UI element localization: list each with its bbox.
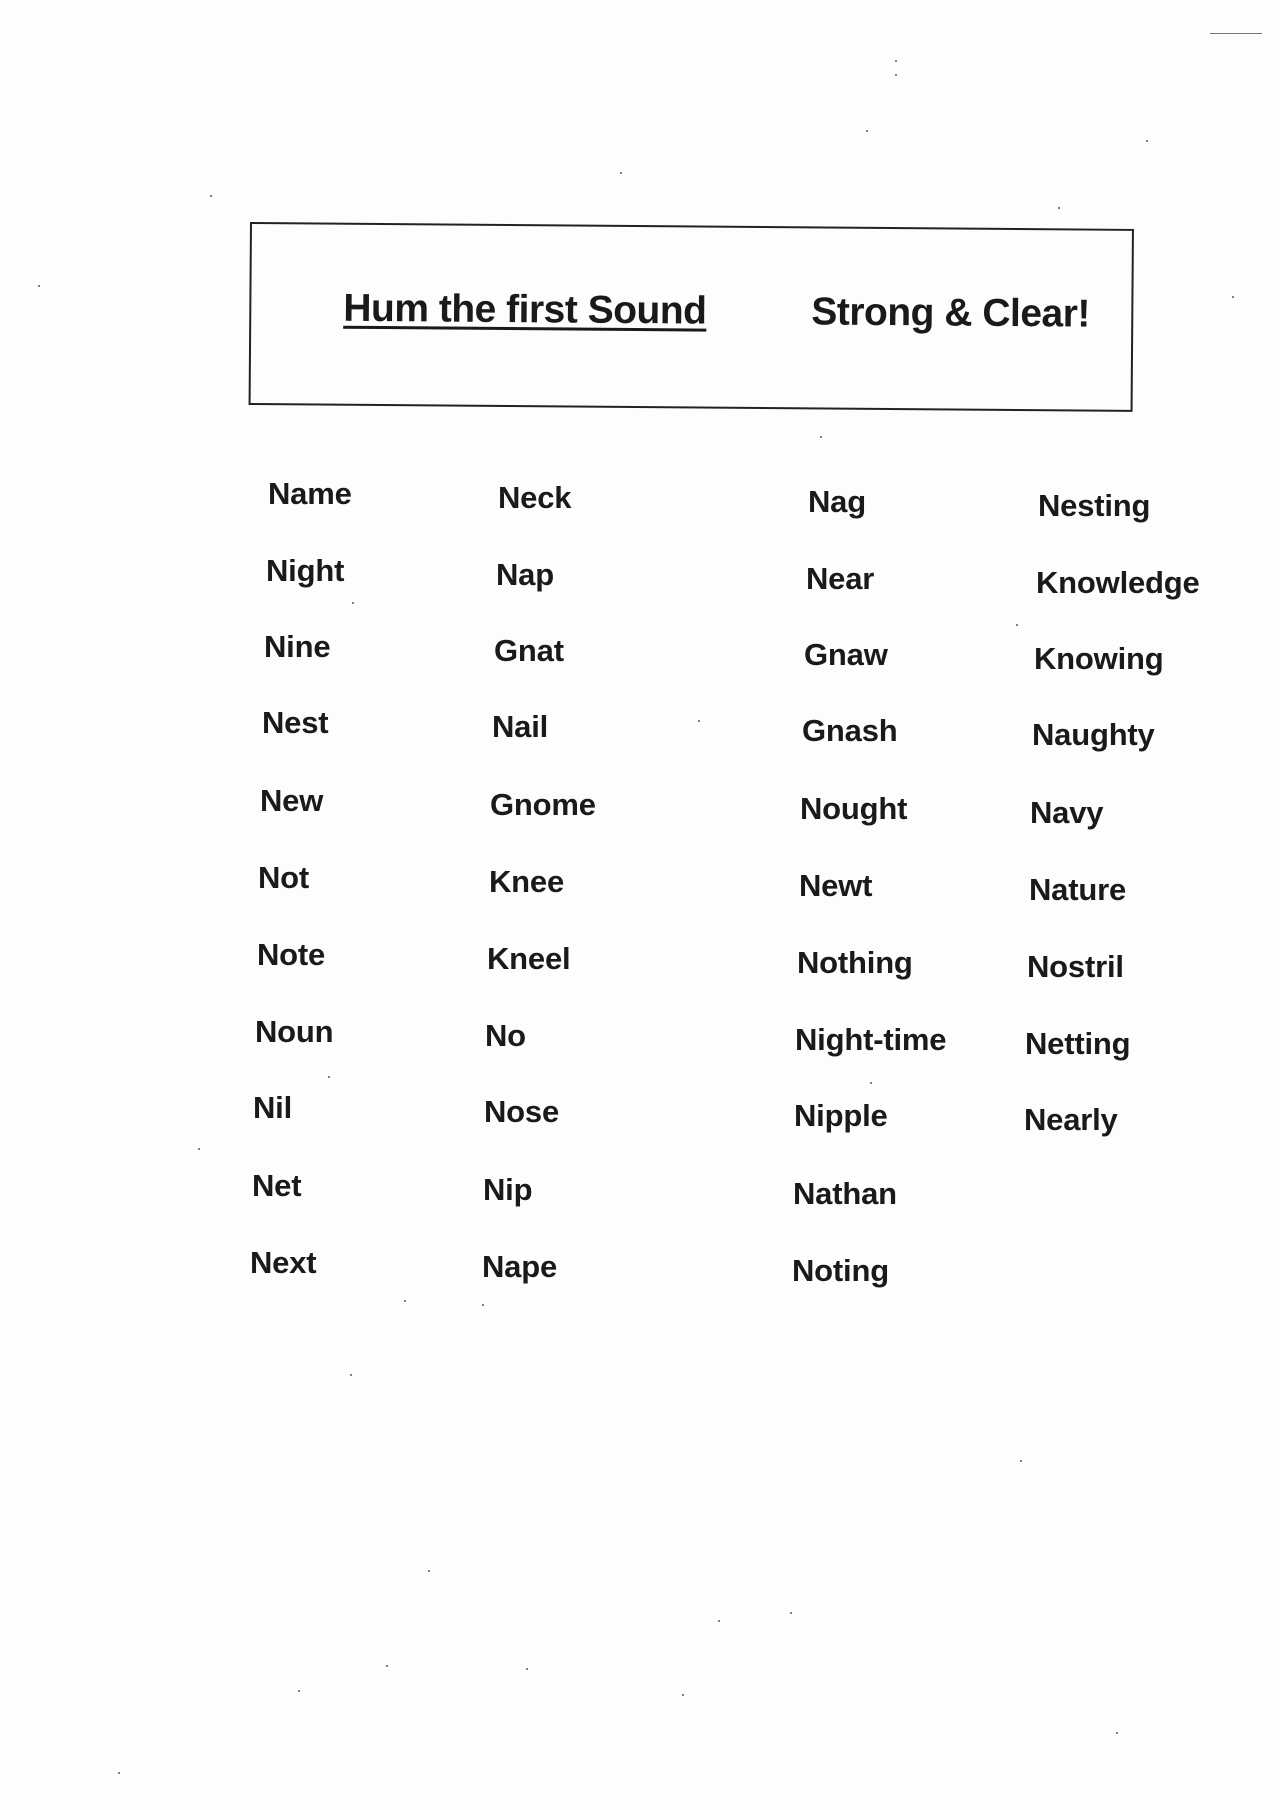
- scan-speck: [1146, 140, 1148, 142]
- scan-speck: [820, 436, 822, 438]
- scan-speck: [328, 1076, 330, 1078]
- scan-speck: [866, 130, 868, 132]
- word-item: Not: [258, 860, 310, 895]
- scan-speck: [386, 1665, 388, 1667]
- word-item: Noting: [792, 1253, 889, 1288]
- worksheet-title: Hum the first Sound: [343, 286, 707, 333]
- word-item: Name: [268, 476, 352, 511]
- scan-speck: [350, 1374, 352, 1376]
- word-item: Nag: [808, 484, 866, 519]
- word-item: Newt: [799, 868, 873, 903]
- word-item: Nap: [496, 557, 554, 592]
- word-item: Neck: [498, 480, 572, 515]
- scan-speck: [118, 1772, 120, 1774]
- scan-speck: [210, 195, 212, 197]
- scan-speck: [1016, 624, 1018, 626]
- word-item: Nip: [483, 1172, 533, 1207]
- scan-speck: [526, 1668, 528, 1670]
- word-item: Nothing: [797, 945, 913, 980]
- word-item: Nostril: [1027, 949, 1124, 984]
- scan-speck: [698, 720, 700, 722]
- word-item: Gnat: [494, 633, 564, 668]
- scan-speck: [352, 602, 354, 604]
- word-item: Nose: [484, 1094, 560, 1129]
- word-item: Note: [257, 937, 326, 972]
- scan-speck: [404, 1300, 406, 1302]
- word-item: Knowledge: [1036, 565, 1200, 600]
- worksheet-tagline: Strong & Clear!: [811, 290, 1091, 336]
- word-item: Naughty: [1032, 717, 1155, 752]
- scan-speck: [718, 1620, 720, 1622]
- word-item: Kneel: [487, 941, 571, 976]
- scan-speck: [38, 285, 40, 287]
- word-item: No: [485, 1018, 526, 1053]
- scan-speck: [870, 1082, 872, 1084]
- word-item: Nape: [482, 1249, 558, 1284]
- word-item: Nearly: [1024, 1102, 1118, 1137]
- word-item: Net: [252, 1168, 302, 1203]
- word-item: Nil: [253, 1090, 293, 1125]
- scan-speck: [1232, 296, 1234, 298]
- word-item: Nipple: [794, 1098, 888, 1133]
- word-item: Nature: [1029, 872, 1126, 907]
- word-item: Nathan: [793, 1176, 897, 1211]
- scan-speck: [482, 1304, 484, 1306]
- word-item: Night: [266, 553, 345, 588]
- word-item: Near: [806, 561, 875, 596]
- word-item: Nail: [492, 709, 549, 744]
- word-item: Nine: [264, 629, 331, 664]
- scan-speck: [790, 1612, 792, 1614]
- scan-speck: [1116, 1732, 1118, 1734]
- scan-speck: [682, 1694, 684, 1696]
- word-item: Knowing: [1034, 641, 1164, 676]
- scan-speck: [198, 1148, 200, 1150]
- scan-speck: [895, 74, 897, 76]
- word-item: New: [260, 783, 324, 818]
- word-item: Gnome: [490, 787, 596, 822]
- word-item: Nest: [262, 705, 329, 740]
- scan-speck: [428, 1570, 430, 1572]
- scan-speck: [1058, 207, 1060, 209]
- word-item: Nought: [800, 791, 908, 826]
- word-item: Nesting: [1038, 488, 1151, 523]
- word-item: Next: [250, 1245, 317, 1280]
- scan-speck: [1020, 1460, 1022, 1462]
- word-item: Noun: [255, 1014, 334, 1049]
- word-item: Netting: [1025, 1026, 1131, 1061]
- scan-speck: [620, 172, 622, 174]
- word-item: Gnash: [802, 713, 898, 748]
- scan-speck: [298, 1690, 300, 1692]
- scan-speck: [895, 60, 897, 62]
- word-item: Knee: [489, 864, 565, 899]
- word-item: Night-time: [795, 1022, 947, 1057]
- word-item: Navy: [1030, 795, 1104, 830]
- word-item: Gnaw: [804, 637, 888, 672]
